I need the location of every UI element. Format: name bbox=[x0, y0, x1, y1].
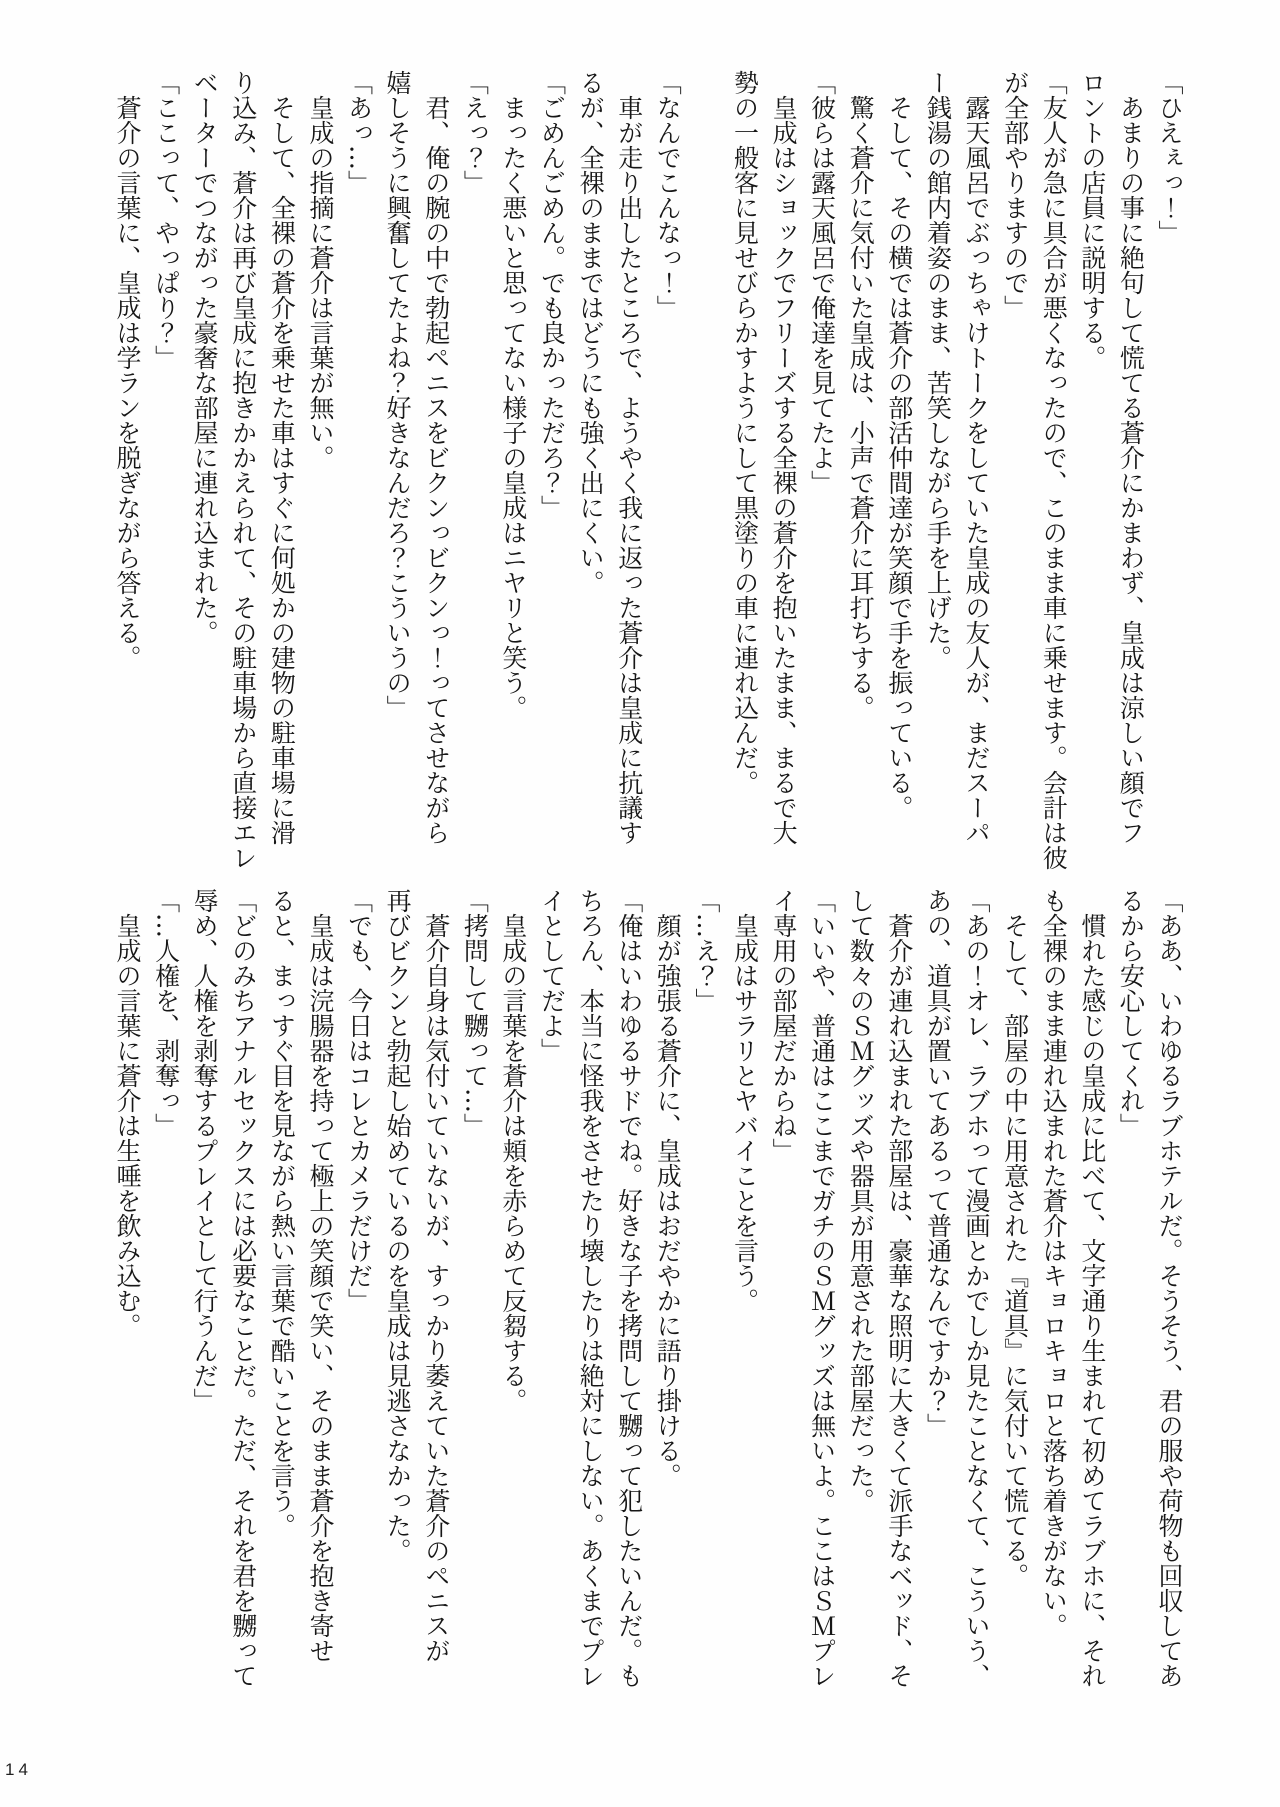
text-line: 嬉しそうに興奮してたよね？好きなんだろ？こういうの」 bbox=[383, 70, 413, 720]
text-line: 皇成の言葉に蒼介は生唾を飲み込む。 bbox=[112, 913, 142, 1338]
text-line: 「どのみちアナルセックスには必要なことだ。ただ、それを君を嬲って bbox=[228, 888, 258, 1688]
text-line: そして、部屋の中に用意された『道具』に気付いて慌てる。 bbox=[1000, 913, 1030, 1588]
text-line: あの、道具が置いてあるって普通なんですか？」 bbox=[923, 888, 953, 1438]
text-line: 辱め、人権を剥奪するプレイとして行うんだ」 bbox=[190, 888, 220, 1413]
text-line: あまりの事に絶句して慌てる蒼介にかまわず、皇成は涼しい顔でフ bbox=[1116, 95, 1146, 845]
text-line: 「ここって、やっぱり？」 bbox=[151, 70, 181, 370]
text-line: イとしてだよ」 bbox=[537, 888, 567, 1063]
text-line: も全裸のまま連れ込まれた蒼介はキョロキョロと落ち着きがない。 bbox=[1039, 888, 1069, 1638]
text-line: 「…人権を、剥奪っ」 bbox=[151, 888, 181, 1138]
text-line: 皇成はショックでフリーズする全裸の蒼介を抱いたまま、まるで大 bbox=[769, 95, 799, 845]
text-line: ちろん、本当に怪我をさせたり壊したりは絶対にしない。あくまでプレ bbox=[576, 888, 606, 1688]
text-line: 「俺はいわゆるサドでね。好きな子を拷問して嬲って犯したいんだ。も bbox=[614, 888, 644, 1688]
text-line: 蒼介が連れ込まれた部屋は、豪華な照明に大きくて派手なベッド、そ bbox=[884, 913, 914, 1688]
text-line: 「彼らは露天風呂で俺達を見てたよ」 bbox=[807, 70, 837, 495]
text-line: そして、全裸の蒼介を乗せた車はすぐに何処かの建物の駐車場に滑 bbox=[267, 95, 297, 845]
text-line: 車が走り出したところで、ようやく我に返った蒼介は皇成に抗議す bbox=[614, 95, 644, 845]
text-line: 「拷問して嬲って…」 bbox=[460, 888, 490, 1138]
text-line: 「ああ、いわゆるラブホテルだ。そうそう、君の服や荷物も回収してあ bbox=[1155, 888, 1184, 1688]
text-line: 蒼介の言葉に、皇成は学ランを脱ぎながら答える。 bbox=[112, 95, 142, 670]
text-line: 「友人が急に具合が悪くなったので、このまま車に乗せます。会計は彼 bbox=[1039, 70, 1069, 870]
text-line: 顔が強張る蒼介に、皇成はおだやかに語り掛ける。 bbox=[653, 913, 683, 1488]
text-line: 勢の一般客に見せびらかすようにして黒塗りの車に連れ込んだ。 bbox=[730, 70, 760, 795]
text-line: 露天風呂でぶっちゃけトークをしていた皇成の友人が、まだスーパ bbox=[962, 95, 992, 845]
text-line: 皇成はサラリとヤバイことを言う。 bbox=[730, 913, 760, 1313]
text-block-upper bbox=[107, 70, 1188, 892]
page-number: 14 bbox=[5, 1760, 32, 1779]
text-line: 慣れた感じの皇成に比べて、文字通り生まれて初めてラブホに、それ bbox=[1077, 913, 1107, 1688]
text-line: 「あの！オレ、ラブホって漫画とかでしか見たことなくて、こういう、 bbox=[962, 888, 992, 1688]
text-line: して数々のＳＭグッズや器具が用意された部屋だった。 bbox=[846, 888, 876, 1513]
text-line: るから安心してくれ」 bbox=[1116, 888, 1146, 1138]
text-line: まったく悪いと思ってない様子の皇成はニヤリと笑う。 bbox=[498, 95, 528, 720]
text-line: 「…え？」 bbox=[691, 888, 721, 1013]
text-line: るが、全裸のままではどうにも強く出にくい。 bbox=[576, 70, 606, 595]
text-line: 「なんでこんなっ！」 bbox=[653, 70, 683, 320]
text-line: 「あっ…」 bbox=[344, 70, 374, 195]
text-block-lower bbox=[107, 888, 1188, 1710]
text-line: ー銭湯の館内着姿のまま、苦笑しながら手を上げた。 bbox=[923, 70, 953, 670]
text-line: ロントの店員に説明する。 bbox=[1077, 70, 1107, 370]
text-line: 「えっ？」 bbox=[460, 70, 490, 195]
text-line: 再びビクンと勃起し始めているのを皇成は見逃さなかった。 bbox=[383, 888, 413, 1563]
text-line: 驚く蒼介に気付いた皇成は、小声で蒼介に耳打ちする。 bbox=[846, 95, 876, 720]
text-line: 蒼介自身は気付いていないが、すっかり萎えていた蒼介のペニスが bbox=[421, 913, 451, 1663]
text-line: 「いいや、普通はここまでガチのＳＭグッズは無いよ。ここはＳＭプレ bbox=[807, 888, 837, 1688]
text-line: 「でも、今日はコレとカメラだけだ」 bbox=[344, 888, 374, 1313]
text-line: り込み、蒼介は再び皇成に抱きかかえられて、その駐車場から直接エレ bbox=[228, 70, 258, 870]
text-line: イ専用の部屋だからね」 bbox=[769, 888, 799, 1163]
text-line: 皇成の指摘に蒼介は言葉が無い。 bbox=[305, 95, 335, 470]
text-line: が全部やりますので」 bbox=[1000, 70, 1030, 320]
text-line: ベーターでつながった豪奢な部屋に連れ込まれた。 bbox=[190, 70, 220, 645]
text-line: 皇成の言葉を蒼介は頬を赤らめて反芻する。 bbox=[498, 913, 528, 1413]
text-line: ると、まっすぐ目を見ながら熱い言葉で酷いことを言う。 bbox=[267, 888, 297, 1538]
text-line: 「ひえぇっ！」 bbox=[1155, 70, 1184, 245]
text-line bbox=[686, 70, 725, 892]
text-line: 「ごめんごめん。でも良かっただろ？」 bbox=[537, 70, 567, 520]
text-line: 皇成は浣腸器を持って極上の笑顔で笑い、そのまま蒼介を抱き寄せ bbox=[305, 913, 335, 1663]
text-line: そして、その横では蒼介の部活仲間達が笑顔で手を振っている。 bbox=[884, 95, 914, 820]
text-line: 君、俺の腕の中で勃起ペニスをビクンっビクンっ！ってさせながら bbox=[421, 95, 451, 845]
